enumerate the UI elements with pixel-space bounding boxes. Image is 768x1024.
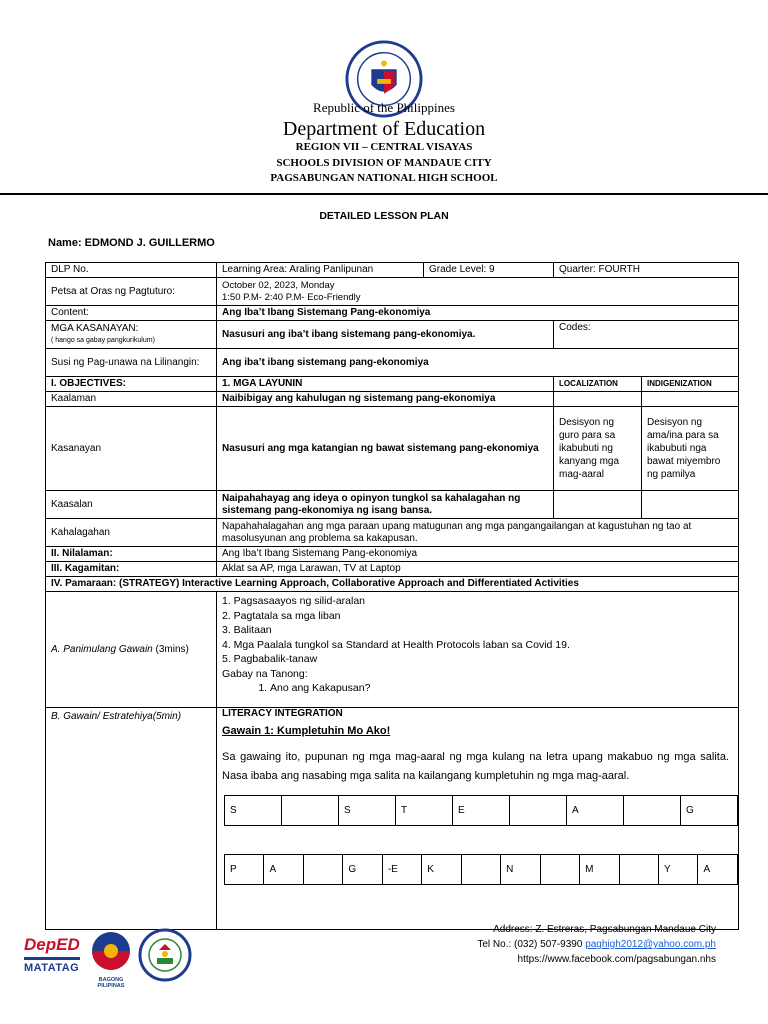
letter-box[interactable]: T <box>396 796 453 826</box>
kaasalan-label: Kaasalan <box>46 491 217 519</box>
pamaraan: IV. Pamaraan: (STRATEGY) Interactive Learning Approach, Collaborative Approach and Differentiated Activities <box>46 577 739 592</box>
indigenization-empty-cell <box>642 392 739 407</box>
dlp-label: DLP No. <box>46 263 217 278</box>
kagamitan-value: Aklat sa AP, mga Larawan, TV at Laptop <box>217 562 739 577</box>
codes-label: Codes: <box>554 321 739 349</box>
indigenization-value: Desisyon ng ama/ina para sa ikabubuti nga bawat miyembro ng pamilya <box>642 407 739 491</box>
kaalaman-value: Naibibigay ang kahulugan ng sistemang pang-ekonomiya <box>217 392 554 407</box>
header-divider <box>0 193 768 195</box>
susi-label: Susi ng Pag-unawa na Lilinangin: <box>46 349 217 377</box>
letter-box[interactable]: N <box>501 855 540 885</box>
content-label: Content: <box>46 306 217 321</box>
kasanayan-sub: ( hango sa gabay pangkurikulum) <box>51 336 155 344</box>
letter-box[interactable]: M <box>580 855 619 885</box>
footer-tel-line <box>477 937 716 952</box>
gawain-label: B. Gawain/ Estratehiya(5min) <box>46 708 217 930</box>
region-heading: REGION VII – CENTRAL VISAYAS <box>295 141 473 153</box>
kasanayan2-value: Nasusuri ang mga katangian ng bawat sistemang pang-ekonomiya <box>217 407 554 491</box>
word-puzzle-1 <box>224 795 738 826</box>
localization-value: Desisyon ng guro para sa ikabubuti ng kanyang mga mag-aaral <box>554 407 642 491</box>
logo-stripe <box>24 957 80 960</box>
table-row <box>225 796 738 826</box>
letter-box[interactable] <box>282 796 339 826</box>
department-heading: Department of Education <box>282 118 486 140</box>
document-title: DETAILED LESSON PLAN <box>319 210 449 222</box>
kasanayan-value: Nasusuri ang iba’t ibang sistemang pang-ekonomiya. <box>217 321 554 349</box>
letter-box[interactable] <box>510 796 567 826</box>
bagong-pilipinas-icon <box>88 930 134 972</box>
footer-address: Address: Z. Estreras, Pagsabungan Mandaue City <box>493 924 716 935</box>
kagamitan-label: III. Kagamitan: <box>46 562 217 577</box>
kasanayan2-label: Kasanayan <box>46 407 217 491</box>
list-item: 1. Pagsasaayos ng silid-aralan <box>222 595 366 607</box>
table-row <box>46 562 739 577</box>
letter-box[interactable]: S <box>339 796 396 826</box>
kahalagahan-label: Kahalagahan <box>46 519 217 547</box>
table-row <box>46 577 739 592</box>
indigenization-header: INDIGENIZATION <box>642 377 739 392</box>
teacher-name: Name: EDMOND J. GUILLERMO <box>48 237 215 249</box>
letter-box[interactable]: A <box>698 855 738 885</box>
table-row <box>46 377 739 392</box>
kasanayan-label-cell <box>46 321 217 349</box>
nilalaman-label: II. Nilalaman: <box>46 547 217 562</box>
kaasalan-localization-empty <box>554 491 642 519</box>
letter-box[interactable] <box>624 796 681 826</box>
petsa-value <box>217 278 739 306</box>
footer-facebook[interactable]: https://www.facebook.com/pagsabungan.nhs <box>517 954 716 965</box>
table-row <box>46 547 739 562</box>
list-item: 5. Pagbabalik-tanaw <box>222 653 318 665</box>
word-puzzle-2 <box>224 854 738 885</box>
quarter: Quarter: FOURTH <box>554 263 739 278</box>
gabay-label: Gabay na Tanong: <box>222 667 308 680</box>
letter-box[interactable]: Y <box>658 855 697 885</box>
letter-box[interactable] <box>540 855 579 885</box>
letter-box[interactable]: K <box>422 855 461 885</box>
table-row <box>46 278 739 306</box>
footer-tel: Tel No.: (032) 507-9390 <box>477 939 586 950</box>
bagong-pilipinas-text: BAGONG PILIPINAS <box>97 977 125 989</box>
table-row <box>46 491 739 519</box>
deped-logo-text: DepED <box>24 935 80 954</box>
gawain-content <box>217 708 739 930</box>
panimulang-label-cell <box>46 592 217 708</box>
petsa-time: 1:50 P.M- 2:40 P.M- Eco-Friendly <box>222 291 361 303</box>
letter-box[interactable]: -E <box>382 855 421 885</box>
literacy-label: LITERACY INTEGRATION <box>222 708 343 719</box>
letter-box[interactable]: S <box>225 796 282 826</box>
layunin-label: 1. MGA LAYUNIN <box>217 377 554 392</box>
letter-box[interactable] <box>619 855 658 885</box>
school-heading: PAGSABUNGAN NATIONAL HIGH SCHOOL <box>270 172 498 184</box>
republic-heading: Republic of the Philippines <box>313 100 455 115</box>
letter-box[interactable] <box>303 855 342 885</box>
list-item: 4. Mga Paalala tungkol sa Standard at Health Protocols laban sa Covid 19. <box>222 638 570 651</box>
gabay-list <box>222 681 733 696</box>
objectives-label: I. OBJECTIVES: <box>46 377 217 392</box>
list-item: 2. Pagtatala sa mga liban <box>222 609 341 622</box>
letter-box[interactable]: G <box>681 796 738 826</box>
table-row <box>46 592 739 708</box>
kaasalan-indigenization-empty <box>642 491 739 519</box>
kahalagahan-value: Napahahalagahan ang mga paraan upang matugunan ang mga pangangailangan at kagustuhan ng tao at masolusyunan ang problema sa kakapusan. <box>217 519 739 547</box>
gawain1-title: Gawain 1: Kumpletuhin Mo Ako! <box>222 725 391 737</box>
letter-box[interactable]: A <box>264 855 303 885</box>
grade-level: Grade Level: 9 <box>424 263 554 278</box>
matatag-logo-text: MATATAG <box>24 962 80 974</box>
letter-box[interactable]: P <box>225 855 264 885</box>
kaasalan-value: Naipahahayag ang ideya o opinyon tungkol sa kahalagahan ng sistemang pang-ekonomiya ng isang bansa. <box>217 491 554 519</box>
localization-empty-cell <box>554 392 642 407</box>
panimulang-label: A. Panimulang Gawain <box>51 643 153 655</box>
table-row <box>225 855 738 885</box>
gawain1-text: Sa gawaing ito, pupunan ng mga mag-aaral ng mga kulang na letra upang makabuo ng mga salita. Nasa ibaba ang nasabing mga salita na kailangang kumpletuhin ng mga mag-aaral. <box>222 751 730 782</box>
kasanayan-label: MGA KASANAYAN: <box>51 322 139 334</box>
panimulang-time: (3mins) <box>152 643 189 655</box>
table-row <box>46 263 739 278</box>
lesson-plan-table <box>45 262 739 930</box>
localization-header: LOCALIZATION <box>554 377 642 392</box>
school-seal-logo <box>138 928 192 982</box>
table-row <box>46 321 739 349</box>
letter-box[interactable]: G <box>343 855 382 885</box>
susi-value: Ang iba’t ibang sistemang pang-ekonomiya <box>217 349 739 377</box>
letter-box[interactable] <box>461 855 500 885</box>
kaalaman-label: Kaalaman <box>46 392 217 407</box>
gabay-question: 1. Ano ang Kakapusan? <box>270 681 733 696</box>
deped-matatag-logo <box>24 935 86 985</box>
division-heading: SCHOOLS DIVISION OF MANDAUE CITY <box>276 157 492 169</box>
table-row <box>46 306 739 321</box>
list-item: 3. Balitaan <box>222 624 272 636</box>
petsa-date: October 02, 2023, Monday <box>222 279 335 291</box>
petsa-label: Petsa at Oras ng Pagtuturo: <box>46 278 217 306</box>
footer-contact <box>477 922 716 967</box>
panimulang-list <box>217 592 739 708</box>
learning-area: Learning Area: Araling Panlipunan <box>217 263 424 278</box>
table-row <box>46 349 739 377</box>
table-row <box>46 519 739 547</box>
nilalaman-value: Ang Iba’t Ibang Sistemang Pang-ekonomiya <box>217 547 739 562</box>
letter-box[interactable]: A <box>567 796 624 826</box>
footer-email-link[interactable]: paghigh2012@yahoo.com.ph <box>585 939 716 950</box>
table-row <box>46 708 739 930</box>
bagong-pilipinas-logo <box>88 930 134 989</box>
table-row <box>46 392 739 407</box>
content-value: Ang Iba’t Ibang Sistemang Pang-ekonomiya <box>217 306 739 321</box>
letter-box[interactable]: E <box>453 796 510 826</box>
table-row <box>46 407 739 491</box>
